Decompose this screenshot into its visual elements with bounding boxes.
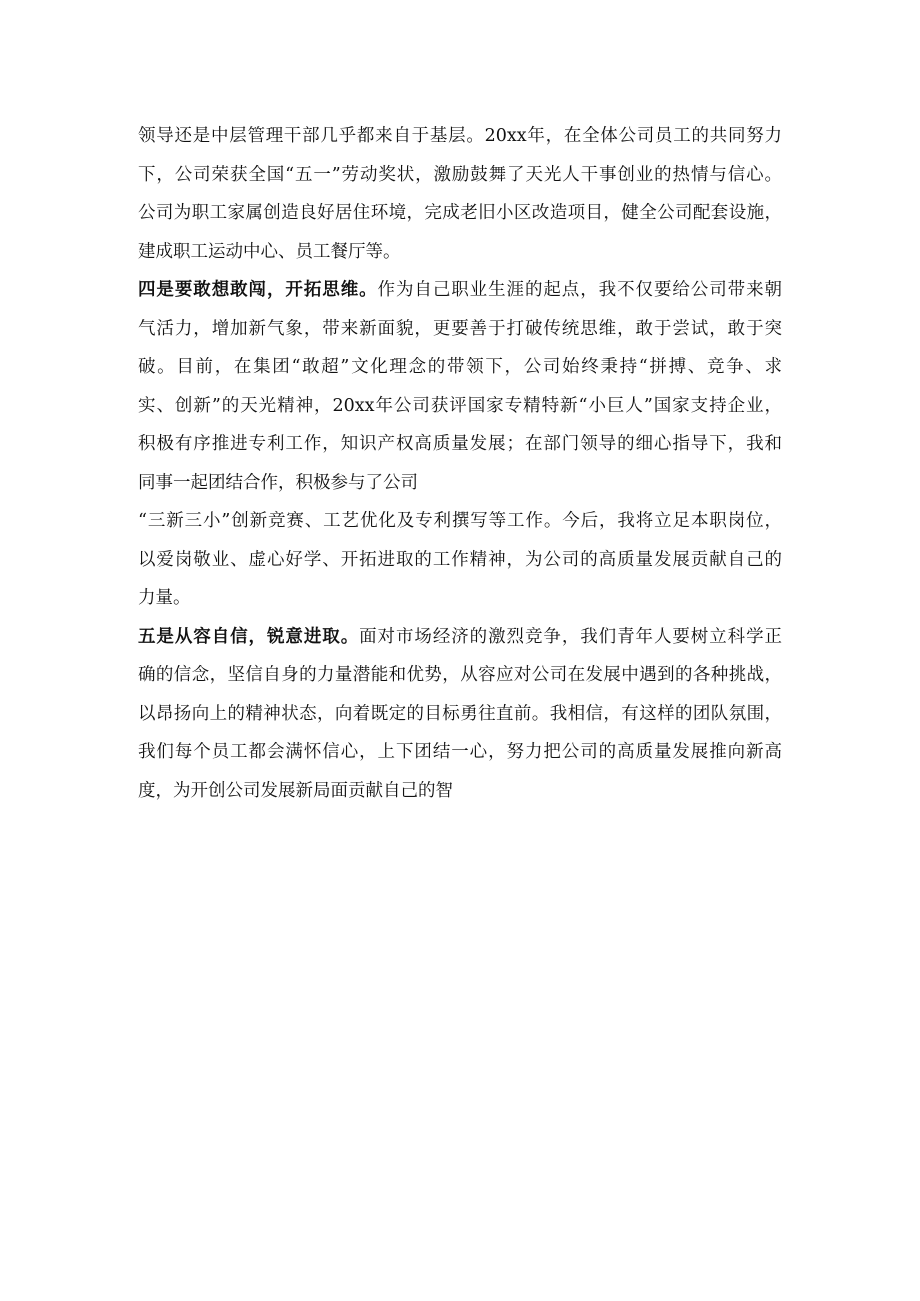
text-line: 同事一起团结合作，积极参与了公司 (138, 472, 418, 493)
text-line: 我们每个员工都会满怀信心，上下团结一心，努力把公司的高质量发展推向新高 (138, 742, 782, 762)
paragraph-competition (138, 502, 782, 618)
text-line: 以爱岗敬业、虚心好学、开拓进取的工作精神，为公司的高质量发展贡献自己的 (138, 549, 782, 570)
section-heading-five: 五是从容自信，锐意进取。 (138, 626, 360, 647)
text-line: 确的信念，坚信自身的力量潜能和优势，从容应对公司在发展中遇到的各种挑战， (138, 665, 782, 685)
paragraph-point-five (138, 618, 782, 811)
text-run: 作为自己职业生涯的起点，我不仅要给公司带来朝 (377, 280, 783, 300)
text-line: 以昂扬向上的精神状态，向着既定的目标勇往直前。我相信，有这样的团队氛围， (138, 703, 782, 724)
text-line: 下，公司荣获全国“五一”劳动奖状，激励鼓舞了天光人干事创业的热情与信心。 (138, 164, 782, 185)
text-line: 建成职工运动中心、员工餐厅等。 (138, 241, 401, 262)
paragraph-point-four (138, 271, 782, 502)
text-line (138, 618, 782, 657)
text-line: 气活力，增加新气象，带来新面貌，更要善于打破传统思维，敢于尝试，敢于突 (138, 318, 782, 339)
text-line: 领导还是中层管理干部几乎都来自于基层。20xx年，在全体公司员工的共同努力 (138, 126, 782, 146)
text-run: 面对市场经济的激烈竞争，我们青年人要树立科学正 (359, 626, 783, 647)
text-line (138, 271, 782, 310)
document-body (138, 117, 782, 810)
text-line: 积极有序推进专利工作，知识产权高质量发展；在部门领导的细心指导下，我和 (138, 434, 782, 454)
text-line: 公司为职工家属创造良好居住环境，完成老旧小区改造项目，健全公司配套设施， (138, 203, 782, 223)
text-line: “三新三小”创新竞赛、工艺优化及专利撰写等工作。今后，我将立足本职岗位， (138, 511, 782, 531)
paragraph-grassroots (138, 117, 782, 271)
text-line: 度，为开创公司发展新局面贡献自己的智 (138, 780, 453, 801)
text-line: 力量。 (138, 588, 191, 608)
text-line: 实、创新”的天光精神，20xx年公司获评国家专精特新“小巨人”国家支持企业， (138, 395, 782, 416)
section-heading-four: 四是要敢想敢闯，开拓思维。 (138, 280, 378, 300)
text-line: 破。目前，在集团“敢超”文化理念的带领下，公司始终秉持“拼搏、竞争、求 (138, 357, 782, 377)
